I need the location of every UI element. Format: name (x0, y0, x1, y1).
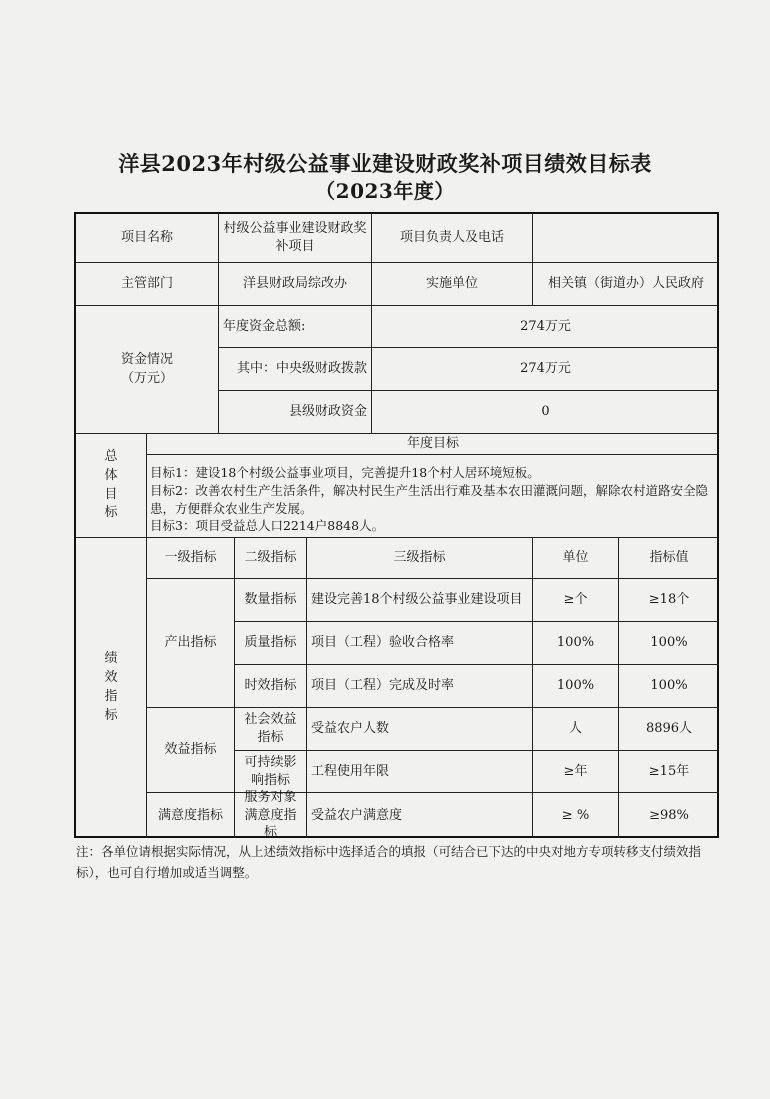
table-row-value: ≥98% (649, 807, 689, 823)
table-row-unit: ≥ % (533, 793, 619, 838)
goal-item: 目标3：项目受益总人口2214户8848人。 (150, 518, 385, 534)
header-value: 指标值 (619, 538, 719, 579)
table-row-value: ≥15年 (619, 751, 719, 793)
table-row-level3: 受益农户人数 (307, 708, 533, 751)
satisfaction-indicator-label: 满意度指标 (147, 793, 235, 838)
funds-county-value: 0 (372, 391, 719, 434)
table-row-value: 8896人 (619, 708, 719, 751)
overall-goal-label: 总 体 目 标 (76, 434, 147, 538)
funds-label: 资金情况 (120, 351, 173, 367)
project-name-value: 村级公益事业建设财政奖补项目 (219, 214, 372, 263)
table-row-unit: ≥年 (533, 751, 619, 793)
header-level2: 二级指标 (235, 538, 307, 579)
page-subtitle: （2023年度） (315, 179, 455, 203)
unit-label: 实施单位 (372, 263, 533, 306)
funds-label-cell (76, 306, 219, 434)
page-title: 洋县2023年村级公益事业建设财政奖补项目绩效目标表 (118, 151, 652, 176)
performance-table (74, 212, 719, 841)
funds-total-label: 年度资金总额: (219, 306, 372, 348)
funds-unit: （万元） (120, 370, 173, 386)
table-row-level2: 质量指标 (235, 622, 307, 665)
header-unit: 单位 (533, 538, 619, 579)
unit-value: 相关镇（街道办）人民政府 (533, 263, 719, 306)
funds-central-value: 274万元 (372, 348, 719, 391)
owner-label: 项目负责人及电话 (372, 214, 533, 263)
table-row-unit: 人 (533, 708, 619, 751)
table-row-level3: 工程使用年限 (307, 751, 533, 793)
table-row-unit: ≥个 (533, 579, 619, 622)
project-name-label: 项目名称 (76, 214, 219, 263)
footnote: 注：各单位请根据实际情况，从上述绩效指标中选择适合的填报（可结合已下达的中央对地方专项转移支付绩效指标），也可自行增加或适当调整。 (76, 844, 702, 880)
table-row-level3: 受益农户满意度 (307, 793, 533, 838)
table-row-level2: 时效指标 (235, 665, 307, 708)
table-row-unit: 100% (533, 622, 619, 665)
funds-total-value: 274万元 (372, 306, 719, 348)
table-row-unit: 100% (533, 665, 619, 708)
goal-item: 目标2：改善农村生产生活条件，解决村民生产生活出行难及基本农田灌溉问题，解除农村道路安全隐患，方便群众农业生产发展。 (150, 482, 708, 516)
dept-value: 洋县财政局综改办 (219, 263, 372, 306)
table-row-value: 100% (619, 665, 719, 708)
table-row-level3: 建设完善18个村级公益事业建设项目 (307, 579, 533, 622)
performance-indicator-label: 绩 效 指 标 (76, 538, 147, 838)
table-row-value: ≥18个 (619, 579, 719, 622)
table-row-level2: 服务对象满意度指标 (235, 793, 307, 838)
output-indicator-label: 产出指标 (147, 579, 235, 708)
funds-county-label: 县级财政资金 (219, 391, 372, 434)
table-row-level3: 项目（工程）完成及时率 (307, 665, 533, 708)
owner-value (533, 214, 719, 263)
goal-item: 目标1：建设18个村级公益事业项目，完善提升18个村人居环境短板。 (150, 465, 540, 480)
funds-central-label: 其中：中央级财政拨款 (219, 348, 372, 391)
table-row-level2: 数量指标 (235, 579, 307, 622)
benefit-indicator-label: 效益指标 (147, 708, 235, 793)
header-level1: 一级指标 (147, 538, 235, 579)
header-level3: 三级指标 (307, 538, 533, 579)
annual-goal-header: 年度目标 (147, 434, 719, 455)
table-row-level3: 项目（工程）验收合格率 (307, 622, 533, 665)
table-row-level2: 可持续影响指标 (235, 751, 307, 793)
table-row-value: 100% (619, 622, 719, 665)
annual-goal-text (147, 455, 719, 538)
table-row-level2: 社会效益指标 (235, 708, 307, 751)
dept-label: 主管部门 (76, 263, 219, 306)
